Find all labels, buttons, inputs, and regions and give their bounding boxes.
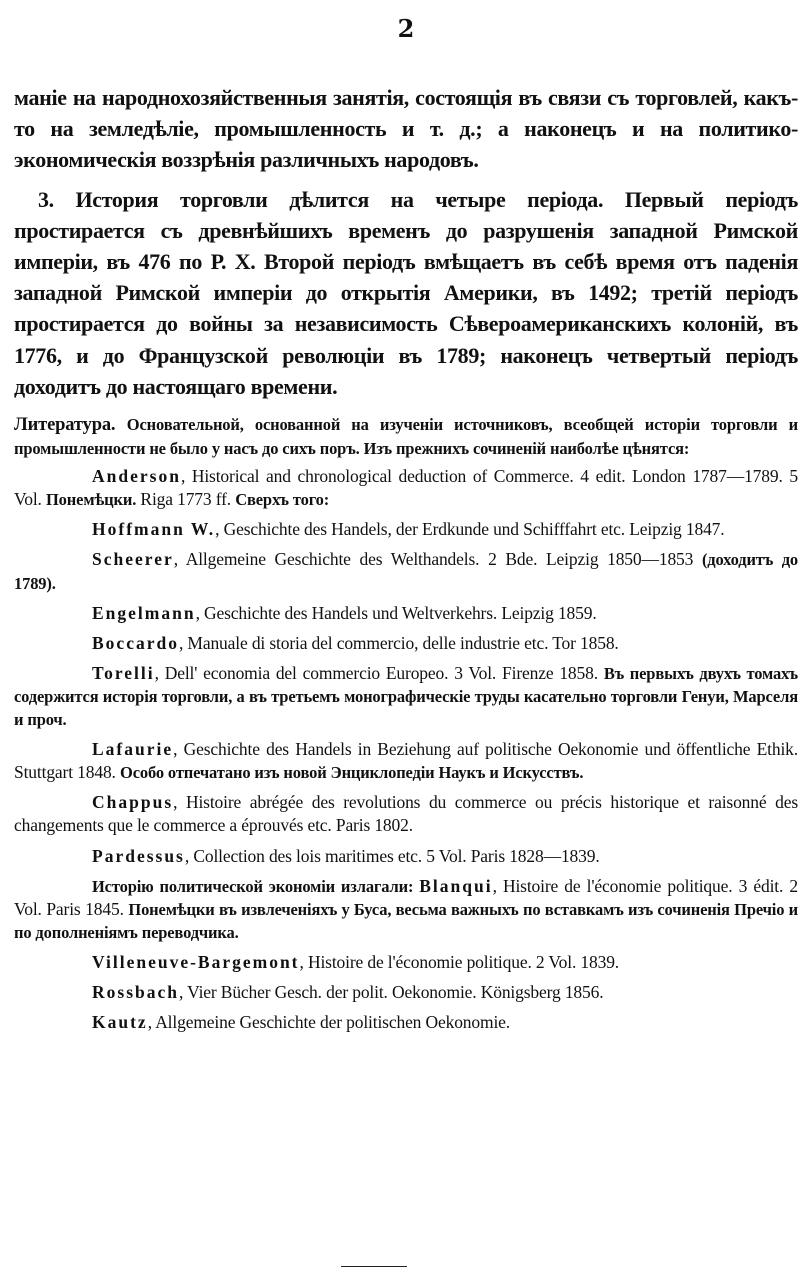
bibliography-entry [14, 875, 798, 944]
paragraph-periods: 3. История торговли дѣлится на четыре періода. Первый періодъ простирается съ древнѣйшихъ временъ до разрушенія западной Римской имперіи, въ 476 по Р. Х. Второй періодъ вмѣщаетъ въ себѣ время отъ паденія западной Римской имперіи до открытія Америки, въ 1492; третій періодъ простирается до войны за независимость Сѣвероамериканскихъ колоній, въ 1776, и до Французской революціи въ 1789; наконецъ четвертый періодъ доходитъ до настоящаго времени. [14, 186, 798, 399]
entry-text: , Dell' economia del commercio Europeo. 3 Vol. Firenze 1858. [154, 662, 604, 683]
bibliography-entry [14, 951, 798, 974]
entry-author: Kautz [92, 1012, 148, 1033]
entry-text: , Histoire de l'économie politique. 2 Vol. 1839. [299, 951, 620, 972]
literature-intro [14, 413, 798, 460]
entry-text: , Allgemeine Geschichte der politischen Oekonomie. [147, 1012, 511, 1033]
entry-author: Torelli [92, 662, 155, 683]
bibliography-entry [14, 548, 798, 594]
entry-note: (доходитъ до 1789). [14, 550, 798, 593]
entry-author: Pardessus [92, 845, 185, 866]
entry-author: Rossbach [92, 981, 179, 1002]
literature-intro-text: Основательной, основанной на изученіи источниковъ, всеобщей исторіи торговли и промышленности не было у насъ до сихъ поръ. Изъ прежнихъ сочиненій наиболѣе цѣнятся: [14, 415, 798, 459]
bibliography-entry [14, 845, 798, 868]
entry-author: Blanqui [419, 875, 493, 896]
bibliography-entry [14, 738, 798, 784]
entry-text-cont: Riga 1773 ff. [136, 489, 236, 510]
entry-text: , Geschichte des Handels, der Erdkunde und Schifffahrt etc. Leipzig 1847. [215, 519, 725, 540]
bibliography-entry [14, 791, 798, 837]
entry-author: Boccardo [92, 632, 179, 653]
bibliography-entry [14, 981, 798, 1004]
bibliography-entry [14, 518, 798, 541]
entry-author: Engelmann [92, 602, 196, 623]
entry-text: , Historical and chronological deduction of Commerce. 4 edit. London 1787—1789. 5 Vol. [14, 466, 798, 510]
entry-note-cont: Сверхъ того: [235, 490, 330, 510]
entry-note: Понемѣцки. [46, 490, 137, 510]
entry-lead-note: Исторію политической экономіи излагали: [92, 876, 420, 896]
bibliography-entry [14, 465, 798, 511]
entry-text: , Geschichte des Handels und Weltverkehrs. Leipzig 1859. [195, 602, 597, 623]
bibliography-entry [14, 1011, 798, 1034]
entry-text: , Histoire abrégée des revolutions du commerce ou précis historique et raisonné des changements que le commerce a éprouvés etc. Paris 1802. [14, 792, 798, 836]
document-page [14, 0, 798, 1284]
bibliography-entry [14, 602, 798, 625]
entry-note: Въ первыхъ двухъ томахъ содержится исторія торговли, а въ третьемъ монографическіе труды касательно торговли Генуи, Марселя и проч. [14, 663, 798, 730]
main-text [14, 82, 798, 402]
entry-note: Понемѣцки въ извлеченіяхъ у Буса, весьма важныхъ по вставкамъ изъ сочиненія Пречіо и по дополненіямъ переводчика. [14, 899, 798, 942]
entry-author: Anderson [92, 466, 181, 487]
entry-text: , Histoire de l'économie politique. 3 édit. 2 Vol. Paris 1845. [14, 875, 798, 919]
entry-text: , Collection des lois maritimes etc. 5 Vol. Paris 1828—1839. [184, 845, 600, 866]
entry-note: Особо отпечатано изъ новой Энциклопедіи Наукъ и Искусствъ. [120, 763, 584, 783]
literature-section [14, 413, 798, 1041]
entry-author: Scheerer [92, 549, 174, 570]
footer-rule [341, 1266, 407, 1267]
entry-text: , Vier Bücher Gesch. der polit. Oekonomie. Königsberg 1856. [179, 981, 604, 1002]
bibliography-entry [14, 632, 798, 655]
page-number: 2 [397, 14, 415, 43]
entry-text: , Allgemeine Geschichte des Welthandels. 2 Bde. Leipzig 1850—1853 [173, 549, 702, 570]
entry-text: , Manuale di storia del commercio, delle industrie etc. Tor 1858. [178, 632, 619, 653]
bibliography-entry [14, 662, 798, 731]
entry-text: , Geschichte des Handels in Beziehung auf politische Oekonomie und öffentliche Ethik. Stuttgart 1848. [14, 739, 798, 783]
entry-author: Chappus [92, 792, 174, 813]
literature-label: Литература. [14, 415, 116, 435]
entry-author: Lafaurie [92, 739, 174, 760]
paragraph-continuation: маніе на народнохозяйственныя занятія, состоящія въ связи съ торговлей, какъ-то на земледѣліе, промышленность и т. д.; а наконецъ и на политико-экономическія воззрѣнія различныхъ народовъ. [14, 85, 798, 173]
entry-author: Hoffmann W. [92, 519, 216, 540]
entry-author: Villeneuve-Bargemont [92, 951, 300, 972]
